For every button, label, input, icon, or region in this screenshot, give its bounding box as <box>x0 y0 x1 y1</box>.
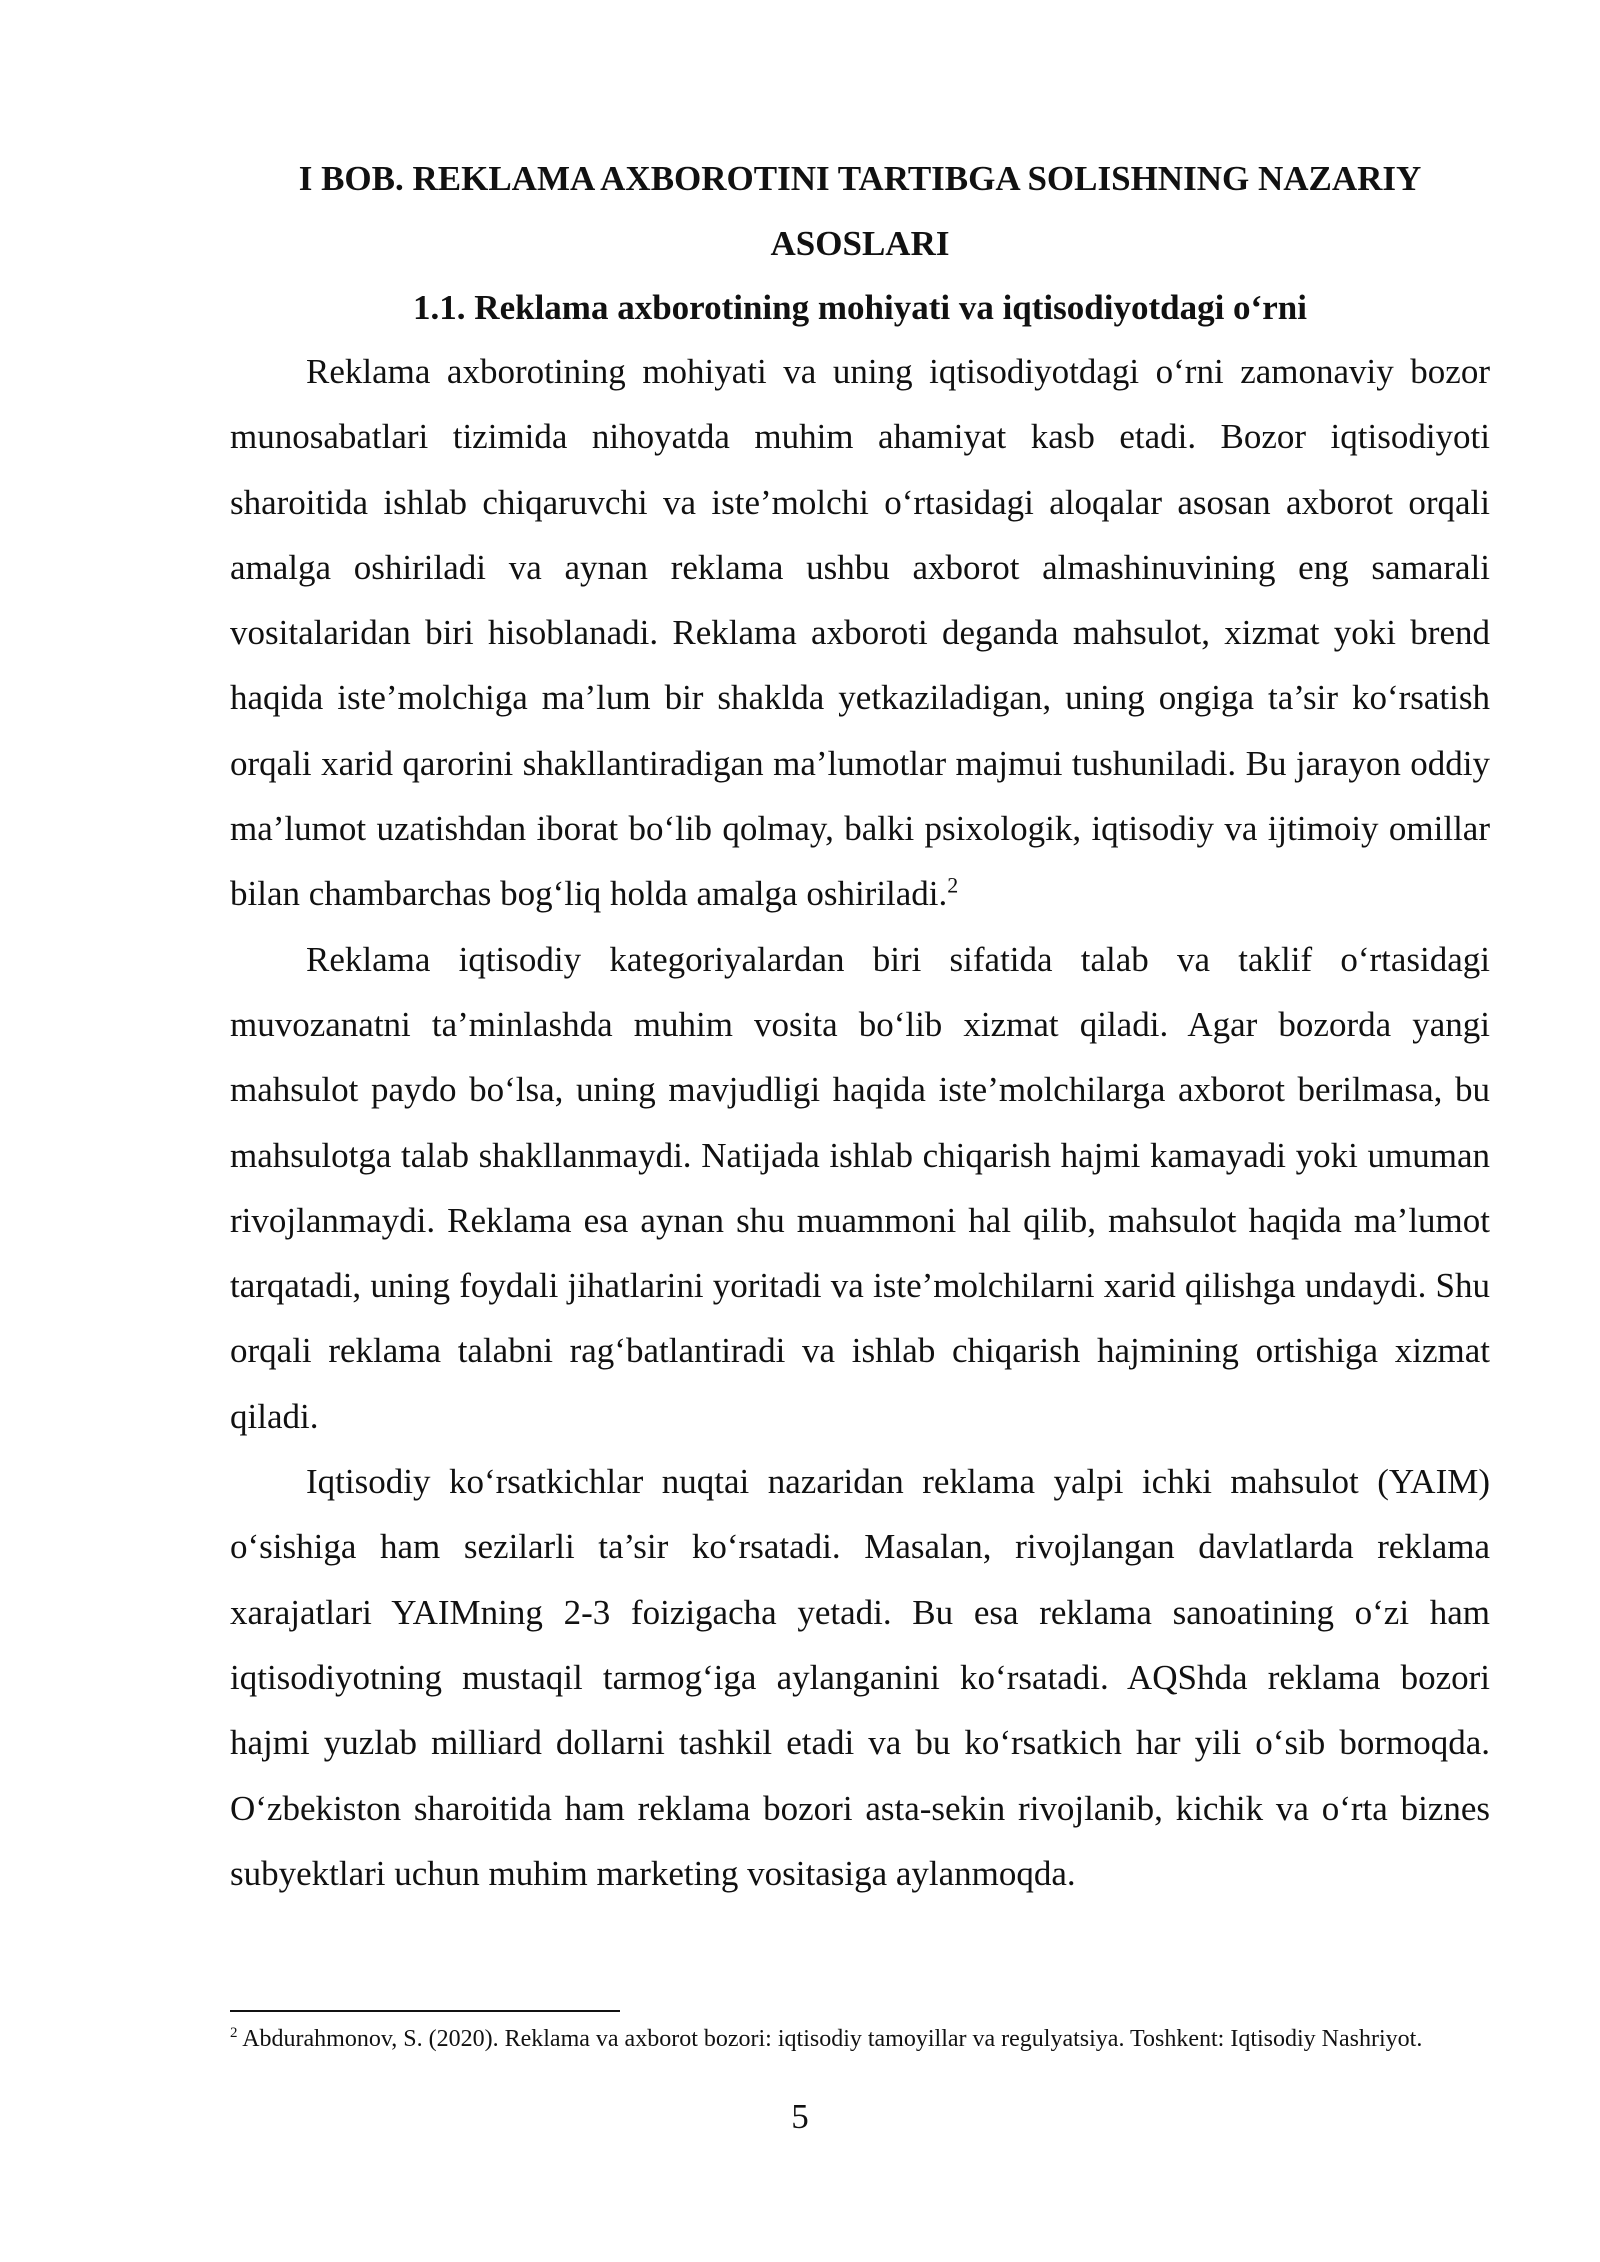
footnote-text: Abdurahmonov, S. (2020). Reklama va axborot bozori: iqtisodiy tamoyillar va regulyatsiya. Toshkent: Iqtisodiy Nashriyot. <box>242 2026 1423 2052</box>
paragraph-1 <box>230 339 1490 927</box>
page-number: 5 <box>791 2097 809 2136</box>
paragraph-2: Reklama iqtisodiy kategoriyalardan biri sifatida talab va taklif o‘rtasidagi muvozanatni ta’minlashda muhim vosita bo‘lib xizmat qiladi. Agar bozorda yangi mahsulot paydo bo‘lsa, uning mavjudligi haqida iste’molchilarga axborot berilmasa, bu mahsulotga talab shakllanmaydi. Natijada ishlab chiqarish hajmi kamayadi yoki umuman rivojlanmaydi. Reklama esa aynan shu muammoni hal qilib, mahsulot haqida ma’lumot tarqatadi, uning foydali jihatlarini yoritadi va iste’molchilarni xarid qilishga undaydi. Shu orqali reklama talabni rag‘batlantiradi va ishlab chiqarish hajmining ortishiga xizmat qiladi. <box>230 939 1490 1436</box>
paragraph-1-text: Reklama axborotining mohiyati va uning iqtisodiyotdagi o‘rni zamonaviy bozor munosabatlari tizimida nihoyatda muhim ahamiyat kasb etadi. Bozor iqtisodiyoti sharoitida ishlab chiqaruvchi va iste’molchi o‘rtasidagi aloqalar asosan axborot orqali amalga oshiriladi va aynan reklama ushbu axborot almashinuvining eng samarali vositalaridan biri hisoblanadi. Reklama axboroti deganda mahsulot, xizmat yoki brend haqida iste’molchiga ma’lum bir shaklda yetkaziladigan, uning ongiga ta’sir ko‘rsatish orqali xarid qarorini shakllantiradigan ma’lumotlar majmui tushuniladi. Bu jarayon oddiy ma’lumot uzatishdan iborat bo‘lib qolmay, balki psixologik, iqtisodiy va ijtimoiy omillar bilan chambarchas bog‘liq holda amalga oshiriladi. <box>230 352 1490 914</box>
body-text <box>230 339 1490 1906</box>
footnote-separator <box>230 2010 620 2012</box>
chapter-title: I BOB. REKLAMA AXBOROTINI TARTIBGA SOLISHNING NAZARIY ASOSLARI <box>298 159 1422 263</box>
footnote-reference[interactable]: 2 <box>947 872 959 898</box>
footnote <box>230 2024 1490 2055</box>
footnote-number: 2 <box>230 2025 238 2041</box>
paragraph-3: Iqtisodiy ko‘rsatkichlar nuqtai nazaridan reklama yalpi ichki mahsulot (YAIM) o‘sishiga ham sezilarli ta’sir ko‘rsatadi. Masalan, rivojlangan davlatlarda reklama xarajatlari YAIMning 2-3 foizigacha yetadi. Bu esa reklama sanoatining o‘zi ham iqtisodiyotning mustaqil tarmog‘iga aylanganini ko‘rsatadi. AQShda reklama bozori hajmi yuzlab milliard dollarni tashkil etadi va bu ko‘rsatkich har yili o‘sib bormoqda. O‘zbekiston sharoitida ham reklama bozori asta-sekin rivojlanib, kichik va o‘rta biznes subyektlari uchun muhim marketing vositasiga aylanmoqda. <box>230 1462 1490 1893</box>
section-title: 1.1. Reklama axborotining mohiyati va iqtisodiyotdagi o‘rni <box>413 288 1307 327</box>
